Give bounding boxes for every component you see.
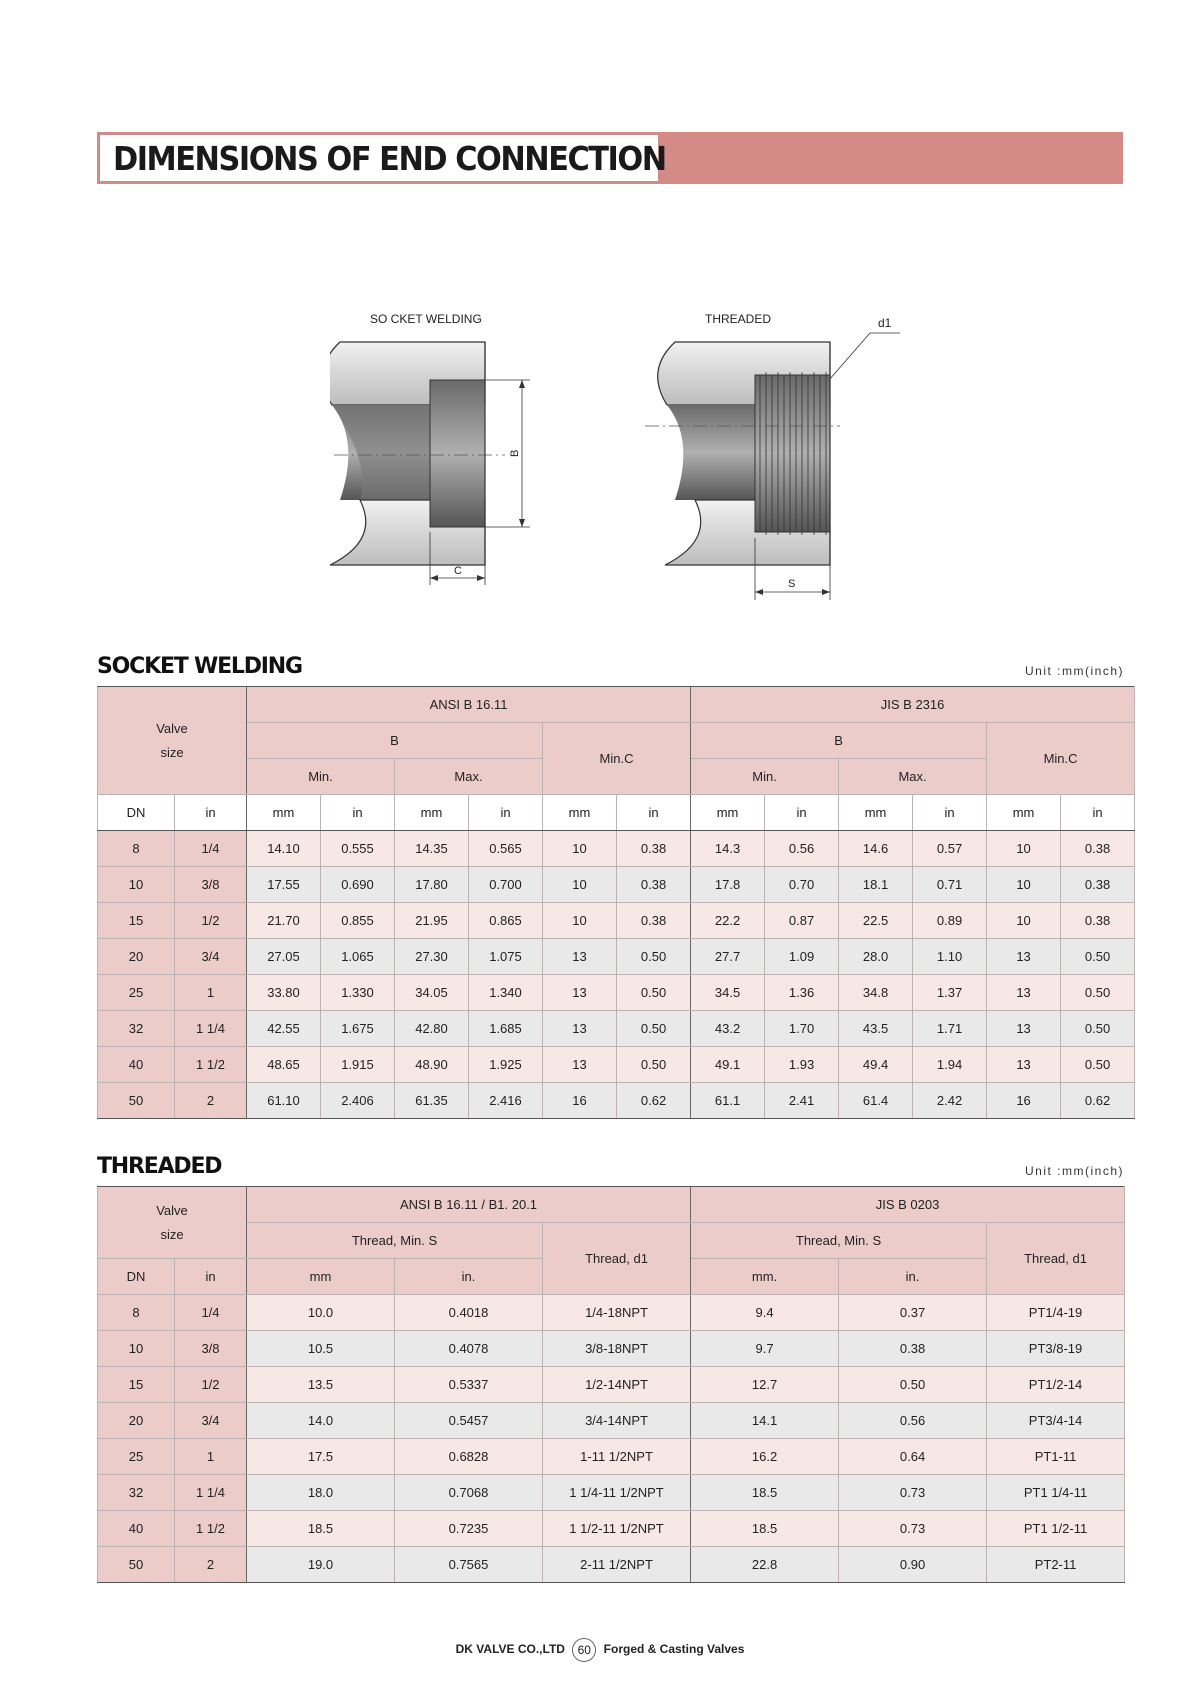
ansi-max-header: Max. [395,759,543,795]
table-cell: 0.565 [469,831,543,867]
table-cell: 14.3 [691,831,765,867]
socket-table-body [98,831,1135,1119]
table-cell: 61.35 [395,1083,469,1119]
ansi-min-header: Min. [247,759,395,795]
table-cell: 0.5337 [395,1367,543,1403]
table-cell: 15 [98,903,175,939]
table-cell: 21.95 [395,903,469,939]
table-cell: 10 [987,867,1061,903]
table-cell: 43.2 [691,1011,765,1047]
table-cell: 19.0 [247,1547,395,1583]
table-cell: 1.925 [469,1047,543,1083]
table-cell: 1 1/2 [175,1047,247,1083]
table-cell: 1.915 [321,1047,395,1083]
table-cell: 1.70 [765,1011,839,1047]
title-box [99,134,666,182]
threaded-title: THREADED [97,1154,222,1179]
table-cell: 0.50 [617,1011,691,1047]
table-cell: 1 1/2-11 1/2NPT [543,1511,691,1547]
table-row [98,975,1135,1011]
table-cell: 17.8 [691,867,765,903]
dim-c-label: C [454,565,462,577]
mm-header: mm [247,1259,395,1295]
ansi-thread-min-s-header: Thread, Min. S [247,1223,543,1259]
table-cell: 1.71 [913,1011,987,1047]
table-cell: 20 [98,939,175,975]
table-cell: 13 [543,1047,617,1083]
table-row [98,831,1135,867]
table-cell: PT3/8-19 [987,1331,1125,1367]
table-cell: 1 1/4 [175,1475,247,1511]
jis-b-header: B [691,723,987,759]
table-cell: 0.50 [1061,1011,1135,1047]
table-cell: 61.1 [691,1083,765,1119]
in-header: in [1061,795,1135,831]
table-cell: 13 [987,975,1061,1011]
table-cell: 1 1/4-11 1/2NPT [543,1475,691,1511]
table-cell: 1.685 [469,1011,543,1047]
ansi-b-header: B [247,723,543,759]
table-cell: 0.90 [839,1547,987,1583]
table-cell: 13.5 [247,1367,395,1403]
table-cell: 0.690 [321,867,395,903]
table-cell: 16 [543,1083,617,1119]
table-cell: 1.065 [321,939,395,975]
table-cell: 13 [543,939,617,975]
table-row [98,1047,1135,1083]
table-cell: 0.855 [321,903,395,939]
dim-b-label: B [509,449,521,457]
dn-header: DN [98,795,175,831]
table-cell: 1.075 [469,939,543,975]
table-cell: 13 [987,939,1061,975]
table-cell: 18.5 [247,1511,395,1547]
table-row [98,1295,1125,1331]
table-row [98,1331,1125,1367]
table-cell: 2.406 [321,1083,395,1119]
table-cell: 0.50 [839,1367,987,1403]
table-cell: 13 [987,1047,1061,1083]
table-cell: 13 [543,1011,617,1047]
table-cell: 33.80 [247,975,321,1011]
table-row [98,1511,1125,1547]
table-cell: 9.4 [691,1295,839,1331]
table-cell: PT1/4-19 [987,1295,1125,1331]
table-cell: 21.70 [247,903,321,939]
table-cell: 0.56 [765,831,839,867]
table-cell: 2 [175,1083,247,1119]
table-cell: 3/8 [175,867,247,903]
table-row [98,1547,1125,1583]
table-cell: 8 [98,831,175,867]
table-cell: 25 [98,975,175,1011]
table-cell: 1/2 [175,1367,247,1403]
table-cell: 0.700 [469,867,543,903]
table-cell: 1 1/4 [175,1011,247,1047]
table-cell: 25 [98,1439,175,1475]
table-cell: 0.50 [1061,939,1135,975]
table-cell: 61.10 [247,1083,321,1119]
table-cell: 22.8 [691,1547,839,1583]
table-cell: 10 [987,831,1061,867]
table-cell: 1/2 [175,903,247,939]
table-cell: 10 [987,903,1061,939]
table-cell: 20 [98,1403,175,1439]
mm-header: mm [987,795,1061,831]
footer [0,1638,1200,1662]
in-header: in [617,795,691,831]
table-cell: 17.80 [395,867,469,903]
table-cell: 1.94 [913,1047,987,1083]
socket-welding-drawing [330,342,505,565]
table-cell: 43.5 [839,1011,913,1047]
page-number: 60 [572,1638,596,1662]
table-cell: 49.4 [839,1047,913,1083]
table-cell: 14.1 [691,1403,839,1439]
jis-min-header: Min. [691,759,839,795]
table-row [98,1439,1125,1475]
table-cell: 1.675 [321,1011,395,1047]
table-cell: 0.38 [1061,831,1135,867]
table-cell: 22.5 [839,903,913,939]
table-cell: 1.93 [765,1047,839,1083]
unit-header-row [98,795,1135,831]
end-connection-diagram [330,300,930,620]
table-cell: 15 [98,1367,175,1403]
company-name: DK VALVE CO.,LTD [455,1642,565,1657]
table-cell: PT2-11 [987,1547,1125,1583]
table-cell: 1.09 [765,939,839,975]
table-cell: 27.7 [691,939,765,975]
jis-standard-header: JIS B 2316 [691,687,1135,723]
table-row [98,1367,1125,1403]
table-cell: 0.555 [321,831,395,867]
table-cell: 34.5 [691,975,765,1011]
table-cell: PT1 1/4-11 [987,1475,1125,1511]
footer-tagline: Forged & Casting Valves [603,1642,745,1657]
ansi-standard-header: ANSI B 16.11 / B1. 20.1 [247,1187,691,1223]
table-cell: 1.37 [913,975,987,1011]
table-cell: 0.62 [617,1083,691,1119]
table-cell: 10.5 [247,1331,395,1367]
valve-size-label: Valve [156,1202,188,1218]
table-cell: 50 [98,1547,175,1583]
table-cell: 2-11 1/2NPT [543,1547,691,1583]
table-cell: 10 [98,1331,175,1367]
threaded-table-body [98,1295,1125,1583]
table-cell: 14.6 [839,831,913,867]
in-header: in [469,795,543,831]
table-cell: 14.10 [247,831,321,867]
table-cell: 0.38 [1061,867,1135,903]
table-cell: 0.56 [839,1403,987,1439]
table-cell: 50 [98,1083,175,1119]
table-cell: 0.62 [1061,1083,1135,1119]
in-header: in. [839,1259,987,1295]
table-cell: 10 [98,867,175,903]
table-cell: 0.50 [617,1047,691,1083]
table-cell: 1 [175,975,247,1011]
table-cell: 22.2 [691,903,765,939]
table-cell: 0.5457 [395,1403,543,1439]
table-cell: 14.0 [247,1403,395,1439]
threaded-unit-label: Unit :mm(inch) [1024,1164,1124,1178]
table-cell: 28.0 [839,939,913,975]
table-cell: 0.7068 [395,1475,543,1511]
table-cell: 32 [98,1475,175,1511]
table-row [98,1083,1135,1119]
table-cell: 48.90 [395,1047,469,1083]
table-cell: 17.55 [247,867,321,903]
table-row [98,1403,1125,1439]
socket-welding-table [97,686,1135,1119]
table-cell: 0.50 [617,939,691,975]
ansi-thread-d1-header: Thread, d1 [543,1223,691,1295]
page-title: DIMENSIONS OF END CONNECTION [113,139,666,178]
table-cell: 1/4 [175,831,247,867]
in-header: in [765,795,839,831]
d1-label: d1 [878,316,892,330]
table-cell: 0.6828 [395,1439,543,1475]
table-cell: 14.35 [395,831,469,867]
table-cell: 0.38 [617,867,691,903]
threaded-drawing [645,342,840,565]
table-cell: 13 [987,1011,1061,1047]
table-cell: 61.4 [839,1083,913,1119]
table-cell: 0.71 [913,867,987,903]
table-cell: 0.70 [765,867,839,903]
table-cell: 2.42 [913,1083,987,1119]
table-cell: 3/8 [175,1331,247,1367]
table-cell: 0.73 [839,1475,987,1511]
table-cell: 1 1/2 [175,1511,247,1547]
in-header: in. [395,1259,543,1295]
table-row [98,1475,1125,1511]
table-cell: PT3/4-14 [987,1403,1125,1439]
socket-welding-title: SOCKET WELDING [97,654,302,679]
table-row [98,903,1135,939]
jis-max-header: Max. [839,759,987,795]
valve-size-label: size [160,1226,184,1242]
table-cell: 2.41 [765,1083,839,1119]
table-cell: 27.30 [395,939,469,975]
table-cell: 18.1 [839,867,913,903]
table-cell: 0.64 [839,1439,987,1475]
valve-size-label: size [160,744,184,760]
table-cell: 0.89 [913,903,987,939]
in-header: in [175,795,247,831]
table-cell: 2 [175,1547,247,1583]
table-cell: 10 [543,867,617,903]
table-cell: 18.0 [247,1475,395,1511]
table-cell: 2.416 [469,1083,543,1119]
table-cell: 1.330 [321,975,395,1011]
table-cell: 0.38 [617,831,691,867]
table-cell: 0.57 [913,831,987,867]
mm-header: mm [247,795,321,831]
mm-header: mm [691,795,765,831]
table-cell: 18.5 [691,1511,839,1547]
mm-header: mm [395,795,469,831]
table-cell: 40 [98,1511,175,1547]
table-cell: 0.38 [839,1331,987,1367]
table-row [98,867,1135,903]
in-header: in [321,795,395,831]
table-cell: 0.38 [1061,903,1135,939]
table-cell: 40 [98,1047,175,1083]
table-cell: 12.7 [691,1367,839,1403]
in-header: in [913,795,987,831]
threaded-table [97,1186,1125,1583]
table-cell: 42.55 [247,1011,321,1047]
table-cell: 13 [543,975,617,1011]
table-cell: 48.65 [247,1047,321,1083]
table-cell: PT1 1/2-11 [987,1511,1125,1547]
table-cell: 10 [543,903,617,939]
table-cell: 0.50 [617,975,691,1011]
dim-s-label: S [788,578,796,590]
ansi-minc-header: Min.C [543,723,691,795]
socket-unit-label: Unit :mm(inch) [1024,664,1124,678]
table-cell: 1.10 [913,939,987,975]
table-cell: 0.7565 [395,1547,543,1583]
table-cell: 0.50 [1061,1047,1135,1083]
table-cell: 27.05 [247,939,321,975]
title-banner [97,132,1123,184]
mm-header: mm [839,795,913,831]
table-cell: 0.4018 [395,1295,543,1331]
jis-minc-header: Min.C [987,723,1135,795]
table-cell: 0.38 [617,903,691,939]
table-cell: 0.37 [839,1295,987,1331]
table-cell: 1/4 [175,1295,247,1331]
table-row [98,939,1135,975]
valve-size-label: Valve [156,720,188,736]
table-cell: 34.8 [839,975,913,1011]
table-cell: PT1/2-14 [987,1367,1125,1403]
table-cell: 0.87 [765,903,839,939]
in-header: in [175,1259,247,1295]
table-cell: 0.50 [1061,975,1135,1011]
table-cell: 3/8-18NPT [543,1331,691,1367]
table-cell: 49.1 [691,1047,765,1083]
threaded-label: THREADED [705,312,772,326]
table-cell: 16 [987,1083,1061,1119]
table-cell: 1 [175,1439,247,1475]
jis-standard-header: JIS B 0203 [691,1187,1125,1223]
table-cell: 0.7235 [395,1511,543,1547]
table-cell: 18.5 [691,1475,839,1511]
table-cell: 0.865 [469,903,543,939]
valve-size-header [98,1187,247,1259]
ansi-standard-header: ANSI B 16.11 [247,687,691,723]
table-cell: 1-11 1/2NPT [543,1439,691,1475]
table-cell: 9.7 [691,1331,839,1367]
socket-welding-label: SO CKET WELDING [370,312,482,326]
table-cell: 8 [98,1295,175,1331]
table-cell: 17.5 [247,1439,395,1475]
mm-header: mm. [691,1259,839,1295]
table-cell: 3/4-14NPT [543,1403,691,1439]
table-row [98,1011,1135,1047]
table-cell: 32 [98,1011,175,1047]
table-cell: 0.73 [839,1511,987,1547]
mm-header: mm [543,795,617,831]
table-cell: 42.80 [395,1011,469,1047]
table-cell: 1/4-18NPT [543,1295,691,1331]
table-cell: 10 [543,831,617,867]
table-cell: PT1-11 [987,1439,1125,1475]
jis-thread-d1-header: Thread, d1 [987,1223,1125,1295]
dn-header: DN [98,1259,175,1295]
valve-size-header [98,687,247,795]
table-cell: 3/4 [175,1403,247,1439]
table-cell: 10.0 [247,1295,395,1331]
table-cell: 1/2-14NPT [543,1367,691,1403]
table-cell: 3/4 [175,939,247,975]
table-cell: 0.4078 [395,1331,543,1367]
table-cell: 1.340 [469,975,543,1011]
table-cell: 34.05 [395,975,469,1011]
table-cell: 16.2 [691,1439,839,1475]
table-cell: 1.36 [765,975,839,1011]
jis-thread-min-s-header: Thread, Min. S [691,1223,987,1259]
